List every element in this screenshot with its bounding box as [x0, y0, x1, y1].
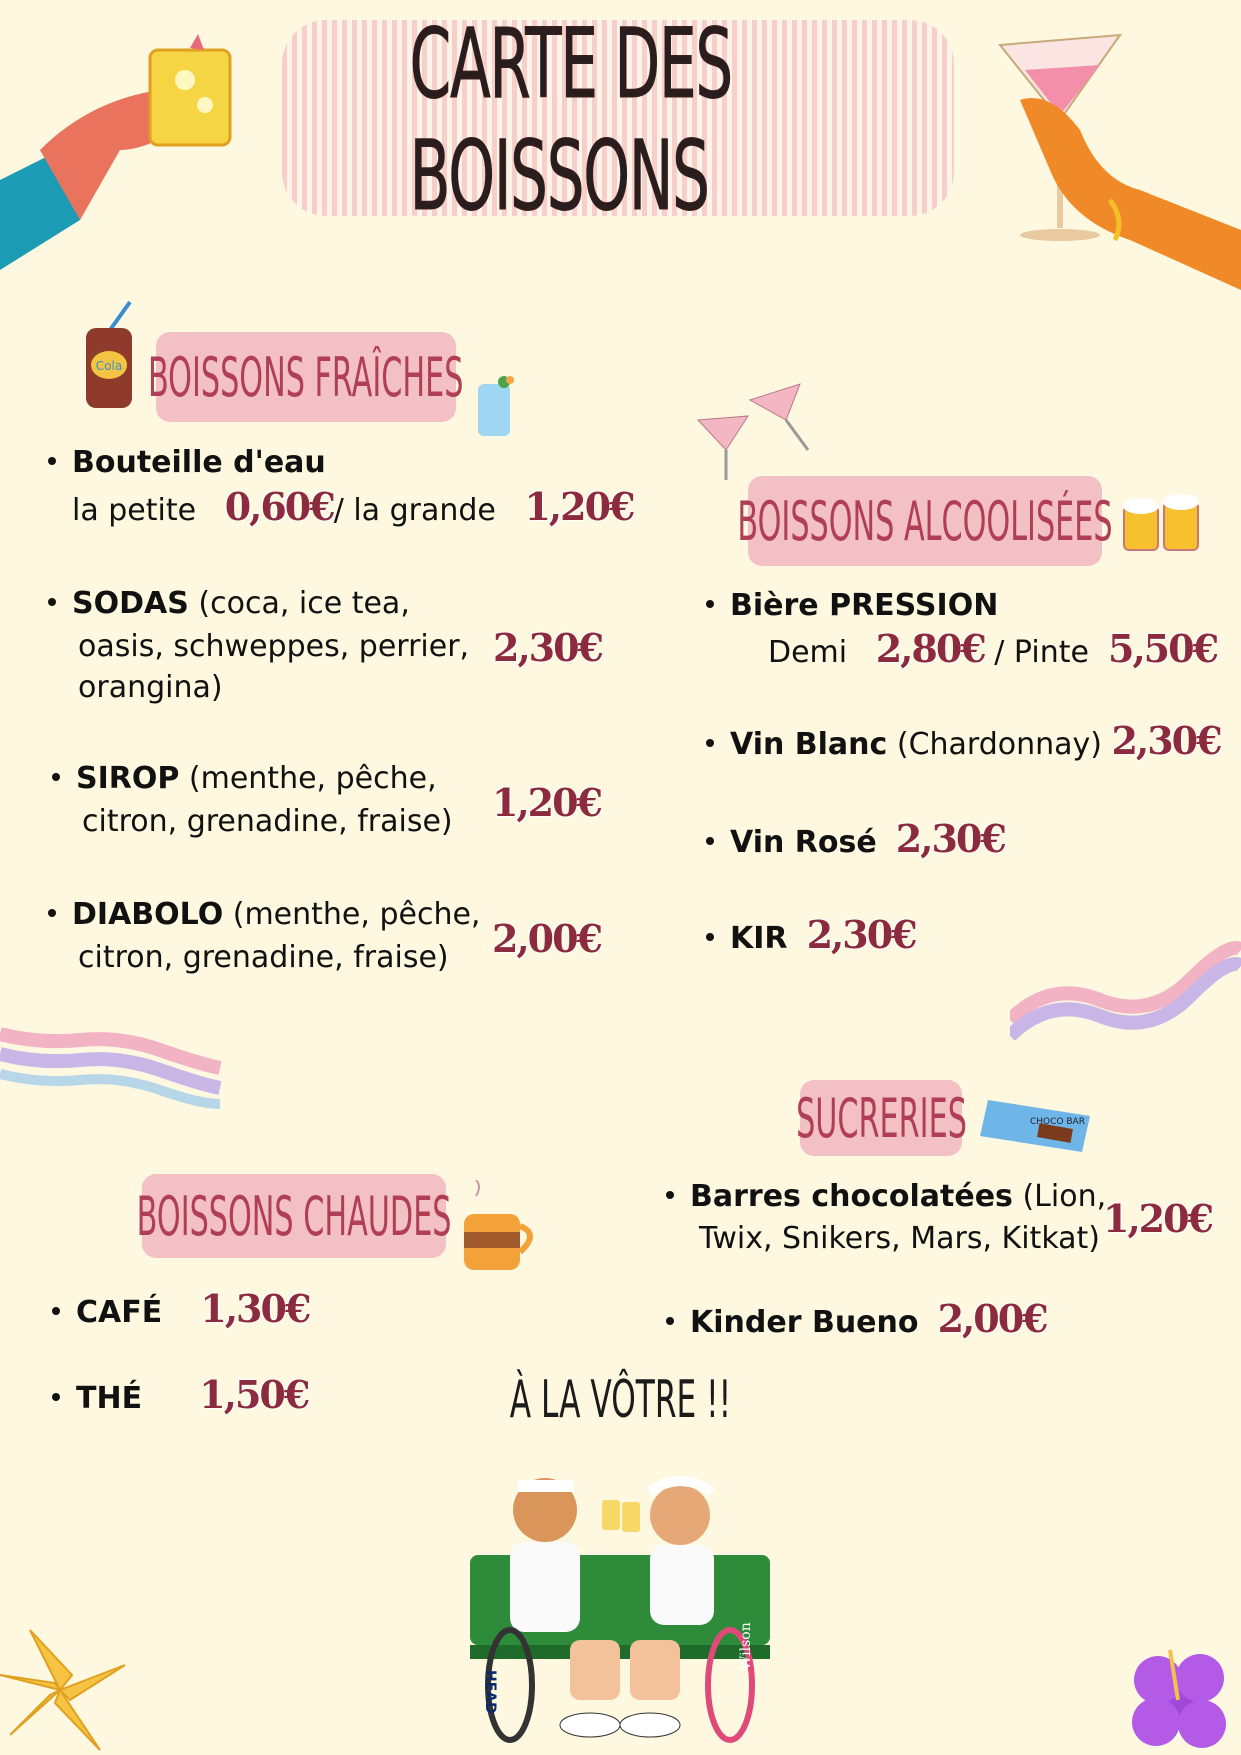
list-item: CAFÉ 1,30€: [52, 1288, 309, 1334]
hand-holding-cocktail-icon: [990, 30, 1241, 290]
item-sizes-beer: Demi 2,80€ / Pinte 5,50€: [768, 626, 1218, 671]
list-item: Vin Blanc (Chardonnay) 2,30€: [706, 720, 1221, 766]
list-item: SIROP (menthe, pêche,: [52, 758, 437, 800]
list-item: Vin Rosé 2,30€: [706, 818, 1005, 864]
hibiscus-flower-icon: [1128, 1630, 1241, 1755]
item-desc: oasis, schweppes, perrier,: [78, 629, 470, 664]
section-label-alcohol: BOISSONS ALCOOLISÉES: [748, 476, 1102, 566]
price: 1,30€: [200, 1286, 310, 1331]
list-item: DIABOLO (menthe, pêche,: [48, 894, 480, 936]
price: 2,30€: [493, 625, 602, 670]
price: 2,30€: [1111, 718, 1221, 763]
can-label: Cola: [95, 359, 123, 373]
closing-text: À LA VÔTRE !!: [509, 1370, 731, 1430]
chocolate-bar-icon: [980, 1090, 1100, 1160]
cocktail-glasses-icon: [690, 380, 820, 490]
list-item: Bouteille d'eau: [48, 442, 326, 484]
choco-bar-label: CHOCO BAR: [1030, 1117, 1085, 1127]
racket-label-left: HEAD: [482, 1670, 498, 1714]
racket-label-right: Wilson: [738, 1622, 754, 1670]
wave-decoration-right: [1010, 940, 1241, 1040]
price: 2,30€: [895, 816, 1005, 861]
list-item: KIR 2,30€: [706, 914, 916, 960]
price: 1,20€: [492, 780, 601, 825]
price: 2,00€: [492, 916, 601, 961]
price: 5,50€: [1108, 626, 1218, 671]
soda-can-icon: [80, 300, 140, 410]
item-desc: citron, grenadine, fraise): [78, 940, 449, 975]
page-title: CARTE DES BOISSONS: [409, 8, 732, 232]
price: 0,60€: [224, 484, 334, 529]
list-item: SODAS (coca, ice tea,: [48, 583, 410, 625]
item-desc: citron, grenadine, fraise): [82, 804, 453, 839]
coffee-mug-icon: [458, 1180, 542, 1276]
price: 1,20€: [524, 484, 634, 529]
price: 2,30€: [806, 912, 916, 957]
item-desc: orangina): [78, 670, 223, 705]
list-item: Barres chocolatées (Lion,: [666, 1176, 1106, 1218]
list-item: Kinder Bueno 2,00€: [666, 1298, 1047, 1344]
list-item: Bière PRESSION: [706, 585, 998, 627]
section-label-hot: BOISSONS CHAUDES: [142, 1174, 446, 1258]
price: 1,50€: [199, 1372, 309, 1417]
tennis-players-toast-illustration: [450, 1440, 790, 1755]
beer-mugs-icon: [1118, 480, 1208, 560]
iced-drink-icon: [470, 370, 520, 440]
starfish-flower-icon: [0, 1625, 130, 1755]
section-label-fresh: BOISSONS FRAÎCHES: [156, 332, 456, 422]
section-label-sweets: SUCRERIES: [800, 1080, 962, 1156]
hand-holding-drink-icon: [0, 20, 250, 270]
price: 2,80€: [875, 626, 985, 671]
wave-decoration-left: [0, 1020, 230, 1110]
item-desc: Twix, Snikers, Mars, Kitkat): [699, 1221, 1101, 1256]
item-sizes-water: la petite 0,60€/ la grande 1,20€: [72, 484, 634, 529]
list-item: THÉ 1,50€: [52, 1374, 308, 1420]
price: 2,00€: [937, 1296, 1047, 1341]
price: 1,20€: [1103, 1196, 1212, 1241]
